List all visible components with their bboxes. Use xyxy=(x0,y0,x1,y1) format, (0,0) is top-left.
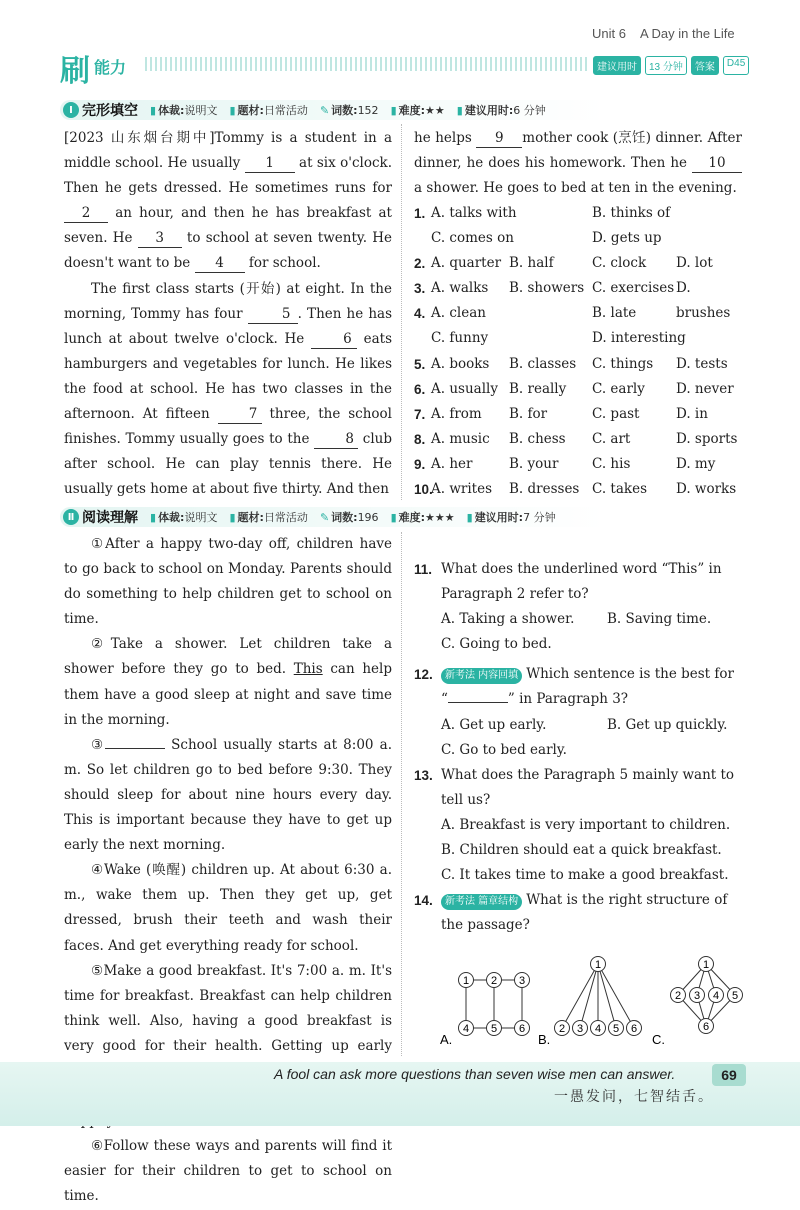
diagram-b-edge xyxy=(598,964,616,1028)
svg-text:5: 5 xyxy=(731,990,739,1002)
section1-title: 完形填空 xyxy=(82,103,138,119)
option-choice[interactable]: D. tests xyxy=(676,355,728,372)
section1-number: Ⅰ xyxy=(63,102,79,118)
q13-option-a[interactable]: A. Breakfast is very important to children. xyxy=(441,816,731,833)
option-row xyxy=(414,201,744,226)
section2-bar xyxy=(60,507,742,527)
option-number: 6. xyxy=(414,381,426,397)
reading-paragraph-5: ⑤Make a good breakfast. It's 7:00 a. m. It's time for breakfast. Breakfast can help children think well. Also, having a good breakfast is very good for their health. Getting up early xyxy=(64,962,392,1054)
diagram-c-node xyxy=(728,988,743,1003)
header-decoration xyxy=(145,57,590,71)
option-choice[interactable]: D. my xyxy=(676,455,716,472)
q13-option-b[interactable]: B. Children should eat a quick breakfast. xyxy=(441,842,722,859)
book-icon: ▮ xyxy=(150,511,157,524)
blank-5[interactable]: 5 xyxy=(248,305,298,324)
option-choice[interactable]: B. showers xyxy=(509,280,585,297)
option-row xyxy=(414,452,744,477)
time-value: 13 分钟 xyxy=(645,56,687,75)
answer-page: D45 xyxy=(723,56,749,75)
option-choice[interactable]: A. writes xyxy=(431,481,493,498)
option-choice[interactable]: B. chess xyxy=(509,430,566,447)
svg-text:4: 4 xyxy=(712,990,720,1002)
option-number: 7. xyxy=(414,406,426,422)
blank-6[interactable]: 6 xyxy=(311,330,357,349)
option-number: 8. xyxy=(414,431,426,447)
section2-number: Ⅱ xyxy=(63,509,79,525)
svg-text:3: 3 xyxy=(576,1023,584,1035)
option-choice[interactable]: A. talks with xyxy=(431,205,517,221)
diagram-c-node xyxy=(690,988,705,1003)
section1-genre: ▮ 体裁:说明文 xyxy=(150,104,218,117)
option-choice[interactable]: B. really xyxy=(509,380,567,397)
diagram-b-node xyxy=(609,1021,624,1036)
diagram-a-node xyxy=(487,1021,502,1036)
svg-text:1: 1 xyxy=(702,959,710,971)
section2-words: ✎ 词数:196 xyxy=(319,511,379,524)
new-method-badge-2: 新考法 篇章结构 xyxy=(441,894,522,910)
option-row xyxy=(414,477,744,502)
blank-10[interactable]: 10 xyxy=(692,154,742,173)
blank-2[interactable]: 2 xyxy=(64,204,108,223)
diagram-b-node xyxy=(555,1021,570,1036)
svg-text:6: 6 xyxy=(702,1021,710,1033)
question-14: 14. 新考法 篇章结构 What is the right structure of the passage? xyxy=(414,892,728,934)
svg-text:4: 4 xyxy=(594,1023,602,1035)
svg-text:6: 6 xyxy=(518,1023,526,1035)
page-number: 69 xyxy=(712,1064,746,1086)
chart-icon: ▮ xyxy=(390,511,397,524)
option-choice[interactable]: D. never xyxy=(676,380,734,397)
diagram-a-node xyxy=(459,973,474,988)
option-row xyxy=(414,226,744,251)
option-choice[interactable]: A. music xyxy=(431,430,490,447)
clock-icon: ▮ xyxy=(466,511,473,524)
svg-text:5: 5 xyxy=(612,1023,620,1035)
diagram-a-label[interactable]: A. xyxy=(440,1032,453,1047)
diagram-c-node xyxy=(671,988,686,1003)
diagram-b-node xyxy=(573,1021,588,1036)
svg-text:6: 6 xyxy=(630,1023,638,1035)
option-number: 10. xyxy=(414,482,433,498)
blank-4[interactable]: 4 xyxy=(195,254,245,273)
option-choice[interactable]: B. classes xyxy=(509,355,577,372)
cloze-passage-continued xyxy=(414,126,742,201)
option-choice[interactable]: B. dresses xyxy=(509,481,580,498)
section2-title: 阅读理解 xyxy=(82,510,138,526)
section1-topic: ▮ 题材:日常活动 xyxy=(229,104,308,117)
q11-option-b[interactable]: B. Saving time. xyxy=(607,611,712,628)
question-11-options xyxy=(414,607,744,632)
q12-option-b[interactable]: B. Get up quickly. xyxy=(607,716,728,733)
new-method-badge: 新考法 内容回填 xyxy=(441,668,522,684)
svg-text:1: 1 xyxy=(594,959,602,971)
option-choice[interactable]: C. comes on xyxy=(431,230,514,247)
diagram-b-label[interactable]: B. xyxy=(538,1032,551,1047)
blank-7[interactable]: 7 xyxy=(218,405,262,424)
question-12: 12. 新考法 内容回填 Which sentence is the best for “ ” in Paragraph 3? xyxy=(414,666,734,708)
option-number: 1. xyxy=(414,206,426,221)
q13-option-c[interactable]: C. It takes time to make a good breakfast. xyxy=(441,867,729,884)
cloze-options xyxy=(414,201,744,502)
option-choice[interactable]: C. past xyxy=(592,405,640,422)
diagram-a-node xyxy=(459,1021,474,1036)
footer-quote-chinese: 一愚发问，七智结舌。 xyxy=(554,1089,714,1105)
diagram-c-node xyxy=(709,988,724,1003)
unit-header xyxy=(592,26,735,41)
option-choice[interactable]: C. takes xyxy=(592,481,648,498)
reading-paragraph-1: ①After a happy two-day off, children have to go back to school on Monday. Parents should do something to help children get to school on time. xyxy=(64,536,392,628)
diagram-b-edge xyxy=(562,964,598,1028)
reading-paragraph-3: ③ School usually starts at 8:00 a. m. So let children go to bed before 9:30. They should sleep for about nine hours every day. This is important because they have to get up early the next morning. xyxy=(64,736,392,854)
option-row xyxy=(414,326,744,351)
reading-questions xyxy=(414,557,744,938)
diagram-b-edge xyxy=(598,964,634,1028)
question-12-options xyxy=(414,713,744,738)
option-choice[interactable]: C. his xyxy=(592,455,631,472)
cloze-paragraph-1: [2023 山东烟台期中]Tommy is a student in a middle school. He usually 1 at six o'clock. Then he gets dressed. He sometimes runs for 2 an hour, and then he has breakfast at seven. He 3 to school at seven twenty. He doesn't want to be 4 for school. xyxy=(64,130,392,272)
q12-option-c[interactable]: C. Go to bed early. xyxy=(441,741,567,758)
option-row xyxy=(414,402,744,427)
option-choice[interactable]: B. your xyxy=(509,455,559,472)
option-number: 9. xyxy=(414,456,426,472)
svg-text:5: 5 xyxy=(490,1023,498,1035)
section1-heading xyxy=(60,100,138,120)
option-row xyxy=(414,251,744,276)
column-divider-2 xyxy=(401,532,402,1056)
option-choice[interactable]: D. works xyxy=(676,481,737,498)
diagram-c-node xyxy=(699,957,714,972)
question-11: 11. What does the underlined word “This” in Paragraph 2 refer to? xyxy=(414,561,722,603)
diagram-b-node xyxy=(591,1021,606,1036)
tag-icon: ▮ xyxy=(229,104,236,117)
option-row xyxy=(414,301,744,326)
paragraph3-blank[interactable] xyxy=(105,748,165,749)
section1-bar xyxy=(60,100,742,120)
svg-text:3: 3 xyxy=(693,990,701,1002)
section2-heading xyxy=(60,507,138,527)
section2-time: ▮ 建议用时:7 分钟 xyxy=(466,511,556,524)
section1-time: ▮ 建议用时:6 分钟 xyxy=(456,104,546,117)
diagram-a-node xyxy=(515,973,530,988)
blank-3[interactable]: 3 xyxy=(138,229,182,248)
time-label: 建议用时 xyxy=(593,56,641,75)
footer-quote-english: A fool can ask more questions than seven wise men can answer. xyxy=(274,1066,676,1082)
option-choice[interactable]: C. things xyxy=(592,355,654,372)
option-choice[interactable]: B. late xyxy=(592,305,637,322)
q12-blank xyxy=(448,702,508,703)
diagram-a-node xyxy=(515,1021,530,1036)
diagram-b-node xyxy=(627,1021,642,1036)
column-divider xyxy=(401,124,402,500)
section1-difficulty: ▮ 难度:★★ xyxy=(390,104,445,117)
reading-paragraph-6: ⑥Follow these ways and parents will find it easier for their children to get to school on time. xyxy=(64,1138,392,1205)
q11-option-a[interactable]: A. Taking a shower. xyxy=(441,611,575,628)
option-row xyxy=(414,352,744,377)
option-choice[interactable]: C. art xyxy=(592,430,631,447)
diagram-c-node xyxy=(699,1019,714,1034)
option-choice[interactable]: D. interesting xyxy=(592,330,686,347)
option-number: 4. xyxy=(414,306,426,322)
svg-text:2: 2 xyxy=(558,1023,566,1035)
option-choice[interactable]: B. thinks of xyxy=(592,205,671,221)
option-choice[interactable]: D. sports xyxy=(676,430,738,447)
blank-8[interactable]: 8 xyxy=(314,430,358,449)
option-number: 2. xyxy=(414,256,426,272)
answer-label: 答案 xyxy=(691,56,719,75)
cloze-paragraph-2: The first class starts (开始) at eight. In the morning, Tommy has four 5 . Then he has lunch at about twelve o'clock. He 6 eats hamburgers and vegetables for lunch. He likes the food at school. He has two classes in the afternoon. At fifteen 7 three, the school finishes. Tommy usually goes to the 8 club after school. He can play tennis there. He usually gets home at about five thirty. And then xyxy=(64,280,392,498)
pen-icon: ✎ xyxy=(319,104,330,117)
q11-option-c[interactable]: C. Going to bed. xyxy=(441,636,552,653)
underlined-word: This xyxy=(293,661,323,678)
option-row xyxy=(414,377,744,402)
option-choice[interactable]: A. walks xyxy=(431,280,489,297)
option-choice[interactable]: D. brushes xyxy=(676,280,731,322)
clock-icon: ▮ xyxy=(456,104,463,117)
footer xyxy=(0,1062,800,1126)
cloze-passage xyxy=(64,126,392,502)
section2-difficulty: ▮ 难度:★★★ xyxy=(390,511,455,524)
option-choice[interactable]: A. clean xyxy=(431,305,486,322)
option-number: 5. xyxy=(414,356,426,372)
tag-icon: ▮ xyxy=(229,511,236,524)
option-choice[interactable]: B. for xyxy=(509,405,548,422)
blank-1[interactable]: 1 xyxy=(245,154,295,173)
diagram-b-edge xyxy=(580,964,598,1028)
diagram-c-label[interactable]: C. xyxy=(652,1032,665,1047)
svg-text:4: 4 xyxy=(462,1023,470,1035)
option-choice[interactable]: D. in xyxy=(676,405,708,422)
option-choice[interactable]: A. usually xyxy=(431,380,498,397)
brand-logo xyxy=(60,46,140,89)
time-box xyxy=(593,56,749,75)
pen-icon: ✎ xyxy=(319,511,330,524)
svg-text:2: 2 xyxy=(490,975,498,987)
svg-text:2: 2 xyxy=(674,990,682,1002)
option-choice[interactable]: D. gets up xyxy=(592,230,662,247)
section2-genre: ▮ 体裁:说明文 xyxy=(150,511,218,524)
svg-text:1: 1 xyxy=(462,975,470,987)
option-choice[interactable]: B. half xyxy=(509,255,554,272)
option-choice[interactable]: A. quarter xyxy=(431,255,502,272)
question-13: 13. What does the Paragraph 5 mainly want to tell us? xyxy=(414,766,735,808)
logo-small-text: 能力 xyxy=(94,58,127,77)
book-icon: ▮ xyxy=(150,104,157,117)
structure-diagrams xyxy=(430,952,750,1052)
option-choice[interactable]: D. lot xyxy=(676,255,713,272)
option-choice[interactable]: A. her xyxy=(431,455,473,472)
option-choice[interactable]: A. from xyxy=(431,405,482,422)
reading-paragraph-2: ②Take a shower. Let children take a shower before they go to bed. This can help them have a good sleep at night and save time in the morning. xyxy=(64,636,392,728)
q12-option-a[interactable]: A. Get up early. xyxy=(441,716,547,733)
diagram-b-node xyxy=(591,957,606,972)
blank-9[interactable]: 9 xyxy=(476,129,522,148)
svg-text:3: 3 xyxy=(518,975,526,987)
option-choice[interactable]: C. funny xyxy=(431,330,489,347)
section1-words: ✎ 词数:152 xyxy=(319,104,379,117)
unit-title: A Day in the Life xyxy=(639,26,735,41)
option-choice[interactable]: C. exercises xyxy=(592,280,675,297)
logo-big-char: 刷 xyxy=(60,54,90,89)
option-number: 3. xyxy=(414,281,426,297)
chart-icon: ▮ xyxy=(390,104,397,117)
option-choice[interactable]: C. clock xyxy=(592,255,647,272)
option-row xyxy=(414,427,744,452)
reading-paragraph-4: ④Wake (唤醒) children up. At about 6:30 a. m., wake them up. Then they get up, get dressed, brush their teeth and wash their faces. And get everything ready for school. xyxy=(64,862,392,954)
option-choice[interactable]: A. books xyxy=(431,355,490,372)
diagram-a-node xyxy=(487,973,502,988)
section2-topic: ▮ 题材:日常活动 xyxy=(229,511,308,524)
option-choice[interactable]: C. early xyxy=(592,380,645,397)
cloze-paragraph-2-continued: he helps 9 mother cook (烹饪) dinner. After dinner, he does his homework. Then he 10a shower. He goes to bed at ten in the evening. xyxy=(414,130,742,197)
unit-number: Unit 6 xyxy=(592,26,626,41)
